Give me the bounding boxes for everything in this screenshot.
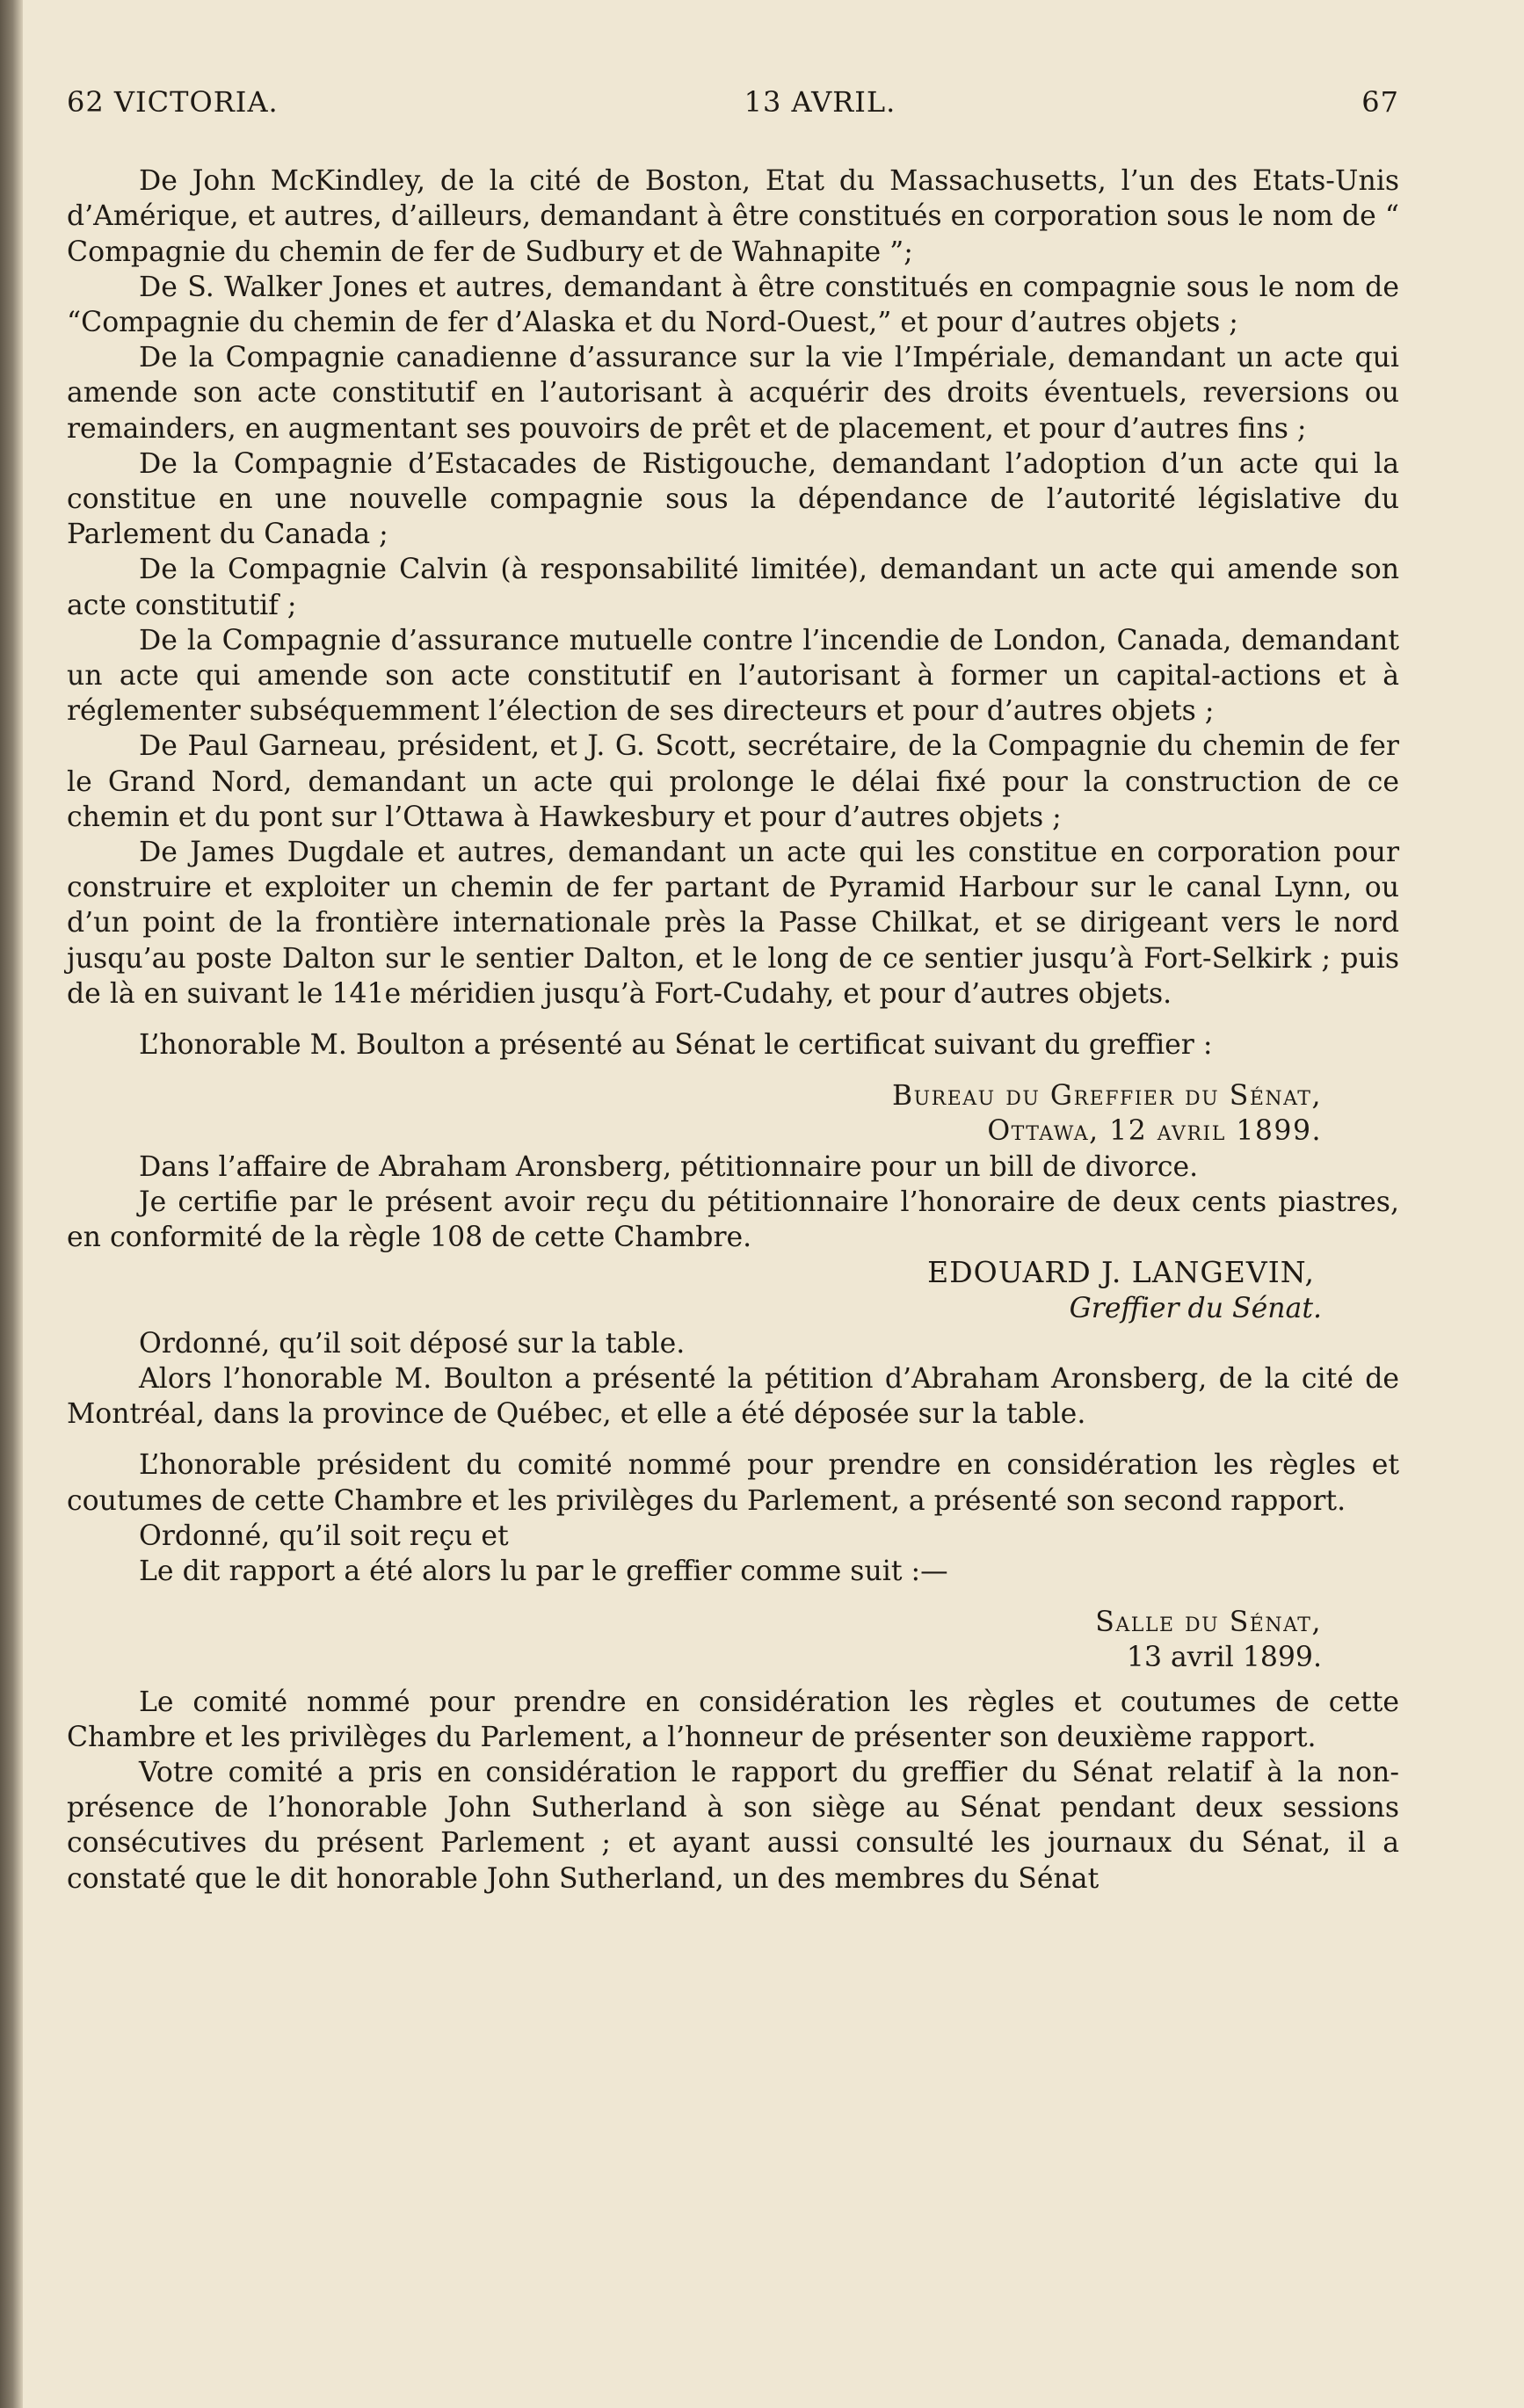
petition-paragraph: De la Compagnie d’Estacades de Ristigouche, demandant l’adoption d’un acte qui la constitue en une nouvelle compagnie sous la dépendance de l’autorité législative du Parlement du Canada ; [67, 447, 1399, 551]
petition-paragraph: De S. Walker Jones et autres, demandant à être constitués en compagnie sous le nom de “Compagnie du chemin de fer d’Alaska et du Nord-Ouest,” et pour d’autres objets ; [67, 271, 1399, 339]
petitions-list [67, 163, 1399, 1012]
signer-title: Greffier du Sénat. [1069, 1292, 1322, 1324]
petition-paragraph: De la Compagnie d’assurance mutuelle contre l’incendie de London, Canada, demandant un acte qui amende son acte constitutif en l’autorisant à former un capital-actions et à réglementer subséquemment l’élection de ses directeurs et pour d’autres objets ; [67, 624, 1399, 728]
committee-paragraph: Le dit rapport a été alors lu par le greffier comme suit :— [139, 1555, 948, 1587]
running-header [67, 84, 1399, 120]
certificate-paragraph: Dans l’affaire de Abraham Aronsberg, pétitionnaire pour un bill de divorce. [139, 1150, 1199, 1183]
report-date: 13 avril 1899. [1126, 1642, 1322, 1674]
committee-paragraph: Ordonné, qu’il soit reçu et [139, 1520, 509, 1552]
signer-name: EDOUARD J. LANGEVIN, [927, 1255, 1315, 1290]
header-session: 62 VICTORIA. [67, 85, 279, 119]
page-binding-edge [0, 0, 23, 2408]
committee-paragraph: L’honorable président du comité nommé pour prendre en considération les règles et coutumes de cette Chambre et les privilèges du Parlement, a présenté son second rapport. [67, 1449, 1399, 1517]
report-place: Salle du Sénat, [1095, 1607, 1322, 1639]
petition-presented-paragraph: Alors l’honorable M. Boulton a présenté la pétition d’Abraham Aronsberg, de la cité de Montréal, dans la province de Québec, et elle a été déposée sur la table. [67, 1362, 1399, 1431]
petition-paragraph: De Paul Garneau, président, et J. G. Scott, secrétaire, de la Compagnie du chemin de fer le Grand Nord, demandant un acte qui prolonge le délai fixé pour la construction de ce chemin et du pont sur l’Ottawa à Hawkesbury et pour d’autres objets ; [67, 730, 1399, 833]
report-paragraph: Votre comité a pris en considération le rapport du greffier du Sénat relatif à la non-présence de l’honorable John Sutherland à son siège au Sénat pendant deux sessions consécutives du présent Parlement ; et ayant aussi consulté les journaux du Sénat, il a constaté que le dit honorable John Sutherland, un des membres du Sénat [67, 1756, 1399, 1895]
certificate-paragraph: Je certifie par le présent avoir reçu du pétitionnaire l’honoraire de deux cents piastres, en conformité de la règle 108 de cette Chambre. [67, 1186, 1399, 1254]
petition-paragraph: De James Dugdale et autres, demandant un acte qui les constitue en corporation pour construire et exploiter un chemin de fer partant de Pyramid Harbour sur le canal Lynn, ou d’un point de la frontière internationale près la Passe Chilkat, et se dirigeant vers le nord jusqu’au poste Dalton sur le sentier Dalton, et le long de ce sentier jusqu’à Fort-Selkirk ; puis de là en suivant le 141e méridien jusqu’à Fort-Cudahy, et pour d’autres objets. [67, 837, 1399, 1010]
header-date: 13 AVRIL. [744, 85, 896, 119]
order-paragraph: Ordonné, qu’il soit déposé sur la table. [139, 1327, 686, 1360]
petition-paragraph: De la Compagnie canadienne d’assurance sur la vie l’Impériale, demandant un acte qui amende son acte constitutif en l’autorisant à acquérir des droits éventuels, reversions ou remainders, en augmentant ses pouvoirs de prêt et de placement, et pour d’autres fins ; [67, 342, 1399, 445]
report-paragraph: Le comité nommé pour prendre en considération les règles et coutumes de cette Chambre et les privilèges du Parlement, a l’honneur de présenter son deuxième rapport. [67, 1686, 1399, 1753]
document-page [67, 84, 1399, 1897]
certificate-place: Bureau du Greffier du Sénat, [891, 1080, 1322, 1113]
certificate-date: Ottawa, 12 avril 1899. [987, 1115, 1322, 1148]
boulton-intro: L’honorable M. Boulton a présenté au Sénat le certificat suivant du greffier : [139, 1029, 1213, 1062]
petition-paragraph: De John McKindley, de la cité de Boston, Etat du Massachusetts, l’un des Etats-Unis d’Amérique, et autres, d’ailleurs, demandant à être constitués en corporation sous le nom de “ Compagnie du chemin de fer de Sudbury et de Wahnapite ”; [67, 165, 1399, 268]
petition-paragraph: De la Compagnie Calvin (à responsabilité limitée), demandant un acte qui amende son acte constitutif ; [67, 554, 1399, 621]
page-number: 67 [1361, 85, 1399, 119]
